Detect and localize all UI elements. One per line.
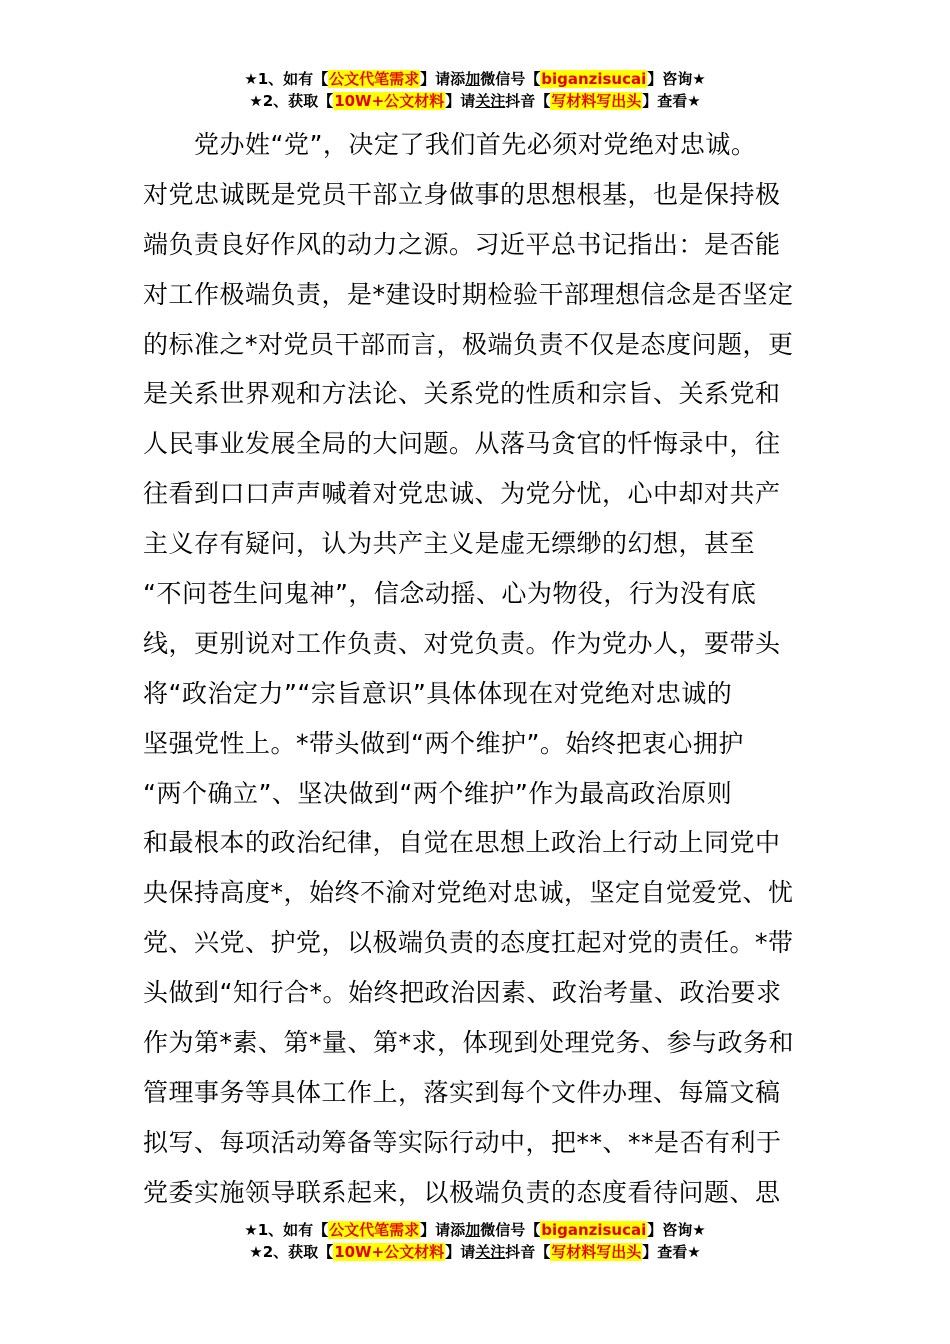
body-line: “不问苍生问鬼神”，信念动摇、心为物役，行为没有底 bbox=[143, 579, 757, 609]
highlight-douyin: 写材料写出头 bbox=[551, 1243, 642, 1261]
banner-text: 】咨询★ bbox=[647, 70, 706, 88]
banner-text-underlined: 关注 bbox=[475, 92, 506, 110]
body-line: 头做到“知行合*。始终把政治因素、政治考量、政治要求 bbox=[143, 978, 782, 1008]
body-line: 的标准之*对党员干部而言，极端负责不仅是态度问题，更 bbox=[143, 329, 794, 359]
footer-banner bbox=[0, 1219, 950, 1263]
body-line: 党办姓“党”，决定了我们首先必须对党绝对忠诚。 bbox=[143, 130, 757, 159]
banner-text: 】请 bbox=[445, 92, 476, 110]
banner-text-underlined: 加 bbox=[465, 1221, 481, 1239]
body-line: 拟写、每项活动筹备等实际行动中，把**、**是否有利于 bbox=[143, 1127, 782, 1157]
banner-text: ★1、如有【 bbox=[244, 1221, 329, 1239]
body-line: 是关系世界观和方法论、关系党的性质和宗旨、关系党和 bbox=[143, 379, 781, 409]
banner-text: 微信号【 bbox=[480, 1221, 541, 1239]
banner-text-underlined: 关注 bbox=[475, 1243, 506, 1261]
body-line: 端负责良好作风的动力之源。习近平总书记指出：是否能 bbox=[143, 229, 781, 259]
body-line: 管理事务等具体工作上，落实到每个文件办理、每篇文稿 bbox=[143, 1077, 781, 1107]
banner-text: ★2、获取【 bbox=[249, 92, 334, 110]
body-line: 主义存有疑问，认为共产主义是虚无缥缈的幻想，甚至 bbox=[143, 529, 756, 559]
banner-line-1 bbox=[0, 68, 950, 90]
banner-text: 抖音【 bbox=[505, 1243, 551, 1261]
banner-text: 】请添 bbox=[420, 1221, 466, 1239]
body-line: 和最根本的政治纪律，自觉在思想上政治上行动上同党中 bbox=[143, 828, 781, 858]
banner-text: 】请添 bbox=[420, 70, 466, 88]
body-line: 往看到口口声声喊着对党忠诚、为党分忧，心中却对共产 bbox=[143, 479, 781, 509]
body-line: 党、兴党、护党，以极端负责的态度扛起对党的责任。*带 bbox=[143, 928, 794, 958]
body-line: 线，更别说对工作负责、对党负责。作为党办人，要带头 bbox=[143, 628, 781, 658]
banner-text: ★2、获取【 bbox=[249, 1243, 334, 1261]
banner-text: 微信号【 bbox=[480, 70, 541, 88]
banner-text: 抖音【 bbox=[505, 92, 551, 110]
banner-line-2 bbox=[0, 1241, 950, 1263]
banner-text: 】查看★ bbox=[642, 1243, 701, 1261]
highlight-douyin: 写材料写出头 bbox=[551, 92, 642, 110]
highlight-service: 公文代笔需求 bbox=[329, 70, 420, 88]
document-body bbox=[143, 120, 813, 1218]
highlight-materials: 10W+公文材料 bbox=[334, 92, 445, 110]
body-line: 坚强党性上。*带头做到“两个维护”。始终把衷心拥护 bbox=[143, 728, 744, 758]
body-line: 人民事业发展全局的大问题。从落马贪官的忏悔录中，往 bbox=[143, 429, 781, 459]
banner-line-2 bbox=[0, 90, 950, 112]
banner-text: 】咨询★ bbox=[647, 1221, 706, 1239]
body-line: 党委实施领导联系起来，以极端负责的态度看待问题、思 bbox=[143, 1177, 781, 1207]
body-line: 对工作极端负责，是*建设时期检验干部理想信念是否坚定 bbox=[143, 279, 794, 309]
banner-text-underlined: 加 bbox=[465, 70, 481, 88]
banner-text: ★1、如有【 bbox=[244, 70, 329, 88]
body-line: “两个确立”、坚决做到“两个维护”作为最高政治原则 bbox=[143, 778, 733, 808]
body-line: 对党忠诚既是党员干部立身做事的思想根基，也是保持极 bbox=[143, 179, 781, 209]
body-line: 将“政治定力”“宗旨意识”具体体现在对党绝对忠诚的 bbox=[143, 678, 733, 708]
banner-text: 】查看★ bbox=[642, 92, 701, 110]
highlight-wechat-id: biganzisucai bbox=[541, 70, 647, 88]
header-banner bbox=[0, 68, 950, 112]
highlight-service: 公文代笔需求 bbox=[329, 1221, 420, 1239]
banner-text: 】请 bbox=[445, 1243, 476, 1261]
body-line: 作为第*素、第*量、第*求，体现到处理党务、参与政务和 bbox=[143, 1028, 795, 1058]
banner-line-1 bbox=[0, 1219, 950, 1241]
highlight-wechat-id: biganzisucai bbox=[541, 1221, 647, 1239]
highlight-materials: 10W+公文材料 bbox=[334, 1243, 445, 1261]
body-line: 央保持高度*，始终不渝对党绝对忠诚，坚定自觉爱党、忧 bbox=[143, 878, 794, 908]
